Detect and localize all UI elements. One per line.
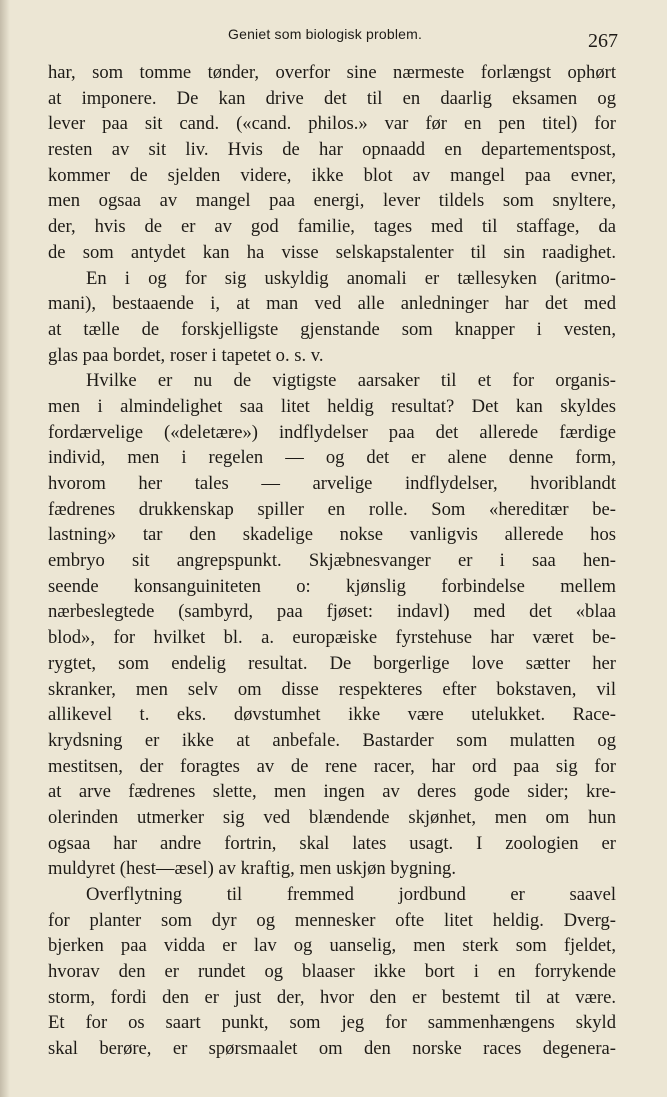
text-line: skal berøre, er spørsmaalet om den norske races degenera- xyxy=(48,1038,616,1060)
text-line: embryo sit angrepspunkt. Skjæbnesvanger er i saa hen- xyxy=(48,550,616,572)
text-line: Overflytning til fremmed jordbund er saavel xyxy=(86,884,616,905)
text-line: kommer de sjelden videre, ikke blot av mangel paa evner, xyxy=(48,164,616,186)
text-line: fordærvelige («deletære») indflydelser paa det allerede færdige xyxy=(48,421,616,443)
text-line: at imponere. De kan drive det til en daarlig eksamen og xyxy=(48,87,616,109)
text-line: at arve fædrenes slette, men ingen av deres gode sider; kre- xyxy=(48,781,616,803)
text-line: En i og for sig uskyldig anomali er tællesyken (aritmo- xyxy=(86,267,616,289)
text-line: men i almindelighet saa litet heldig resultat? Det kan skyldes xyxy=(48,395,616,417)
text-line: mani), bestaaende i, at man ved alle anledninger har det med xyxy=(48,293,616,315)
text-line: fædrenes drukkenskap spiller en rolle. Som «hereditær be- xyxy=(48,498,616,520)
text-line: olerinden utmerker sig ved blændende skjønhet, men om hun xyxy=(48,806,616,828)
text-line: der, hvis de er av god familie, tages med til staffage, da xyxy=(48,216,616,238)
text-line: krydsning er ikke at anbefale. Bastarder som mulatten og xyxy=(48,729,616,751)
text-line: bjerken paa vidda er lav og uanselig, men sterk som fjeldet, xyxy=(48,935,616,957)
text-line: Hvilke er nu de vigtigste aarsaker til et for organis- xyxy=(86,370,616,392)
text-line: individ, men i regelen — og det er alene denne form, xyxy=(48,447,616,469)
text-line: lever paa sit cand. («cand. philos.» var før en pen titel) for xyxy=(48,113,616,135)
text-line: resten av sit liv. Hvis de har opnaadd en departementspost, xyxy=(48,139,616,161)
text-line: har, som tomme tønder, overfor sine nærmeste forlængst ophørt xyxy=(48,62,616,83)
text-line: at tælle de forskjelligste gjenstande som knapper i vesten, xyxy=(48,318,616,340)
text-line: rygtet, som endelig resultat. De borgerlige love sætter her xyxy=(48,652,616,674)
text-line: men ogsaa av mangel paa energi, lever tildels som snyltere, xyxy=(48,190,616,212)
text-line: mestitsen, der foragtes av de rene racer, har ord paa sig for xyxy=(48,755,616,777)
running-header: Geniet som biologisk problem. xyxy=(228,26,423,42)
text-line: ogsaa har andre fortrin, skal lates usagt. I zoologien er xyxy=(48,832,616,854)
page-edge-shadow xyxy=(0,0,10,1097)
text-line: allikevel t. eks. døvstumhet ikke være utelukket. Race- xyxy=(48,704,616,726)
text-line: storm, fordi den er just der, hvor den er bestemt til at være. xyxy=(48,986,616,1008)
text-line: skranker, men selv om disse respekteres efter bokstaven, vil xyxy=(48,678,616,700)
text-line: muldyret (hest—æsel) av kraftig, men uskjøn bygning. xyxy=(48,858,456,880)
body-text xyxy=(48,60,616,1062)
text-line: lastning» tar den skadelige nokse vanligvis allerede hos xyxy=(48,524,616,546)
text-line: nærbeslegtede (sambyrd, paa fjøset: indavl) med det «blaa xyxy=(48,601,616,623)
page-number: 267 xyxy=(588,30,618,52)
text-line: hvorom her tales — arvelige indflydelser, hvoriblandt xyxy=(48,473,616,494)
text-line: glas paa bordet, roser i tapetet o. s. v. xyxy=(48,344,324,366)
text-line: seende konsanguiniteten o: kjønslig forbindelse mellem xyxy=(48,575,616,597)
text-line: for planter som dyr og mennesker ofte litet heldig. Dverg- xyxy=(48,909,616,931)
text-line: hvorav den er rundet og blaaser ikke bort i en forrykende xyxy=(48,961,616,983)
text-line: Et for os saart punkt, som jeg for sammenhængens skyld xyxy=(48,1012,616,1034)
text-line: blod», for hvilket bl. a. europæiske fyrstehuse har været be- xyxy=(48,627,616,649)
text-line: de som antydet kan ha visse selskapstalenter til sin raadighet. xyxy=(48,241,616,263)
